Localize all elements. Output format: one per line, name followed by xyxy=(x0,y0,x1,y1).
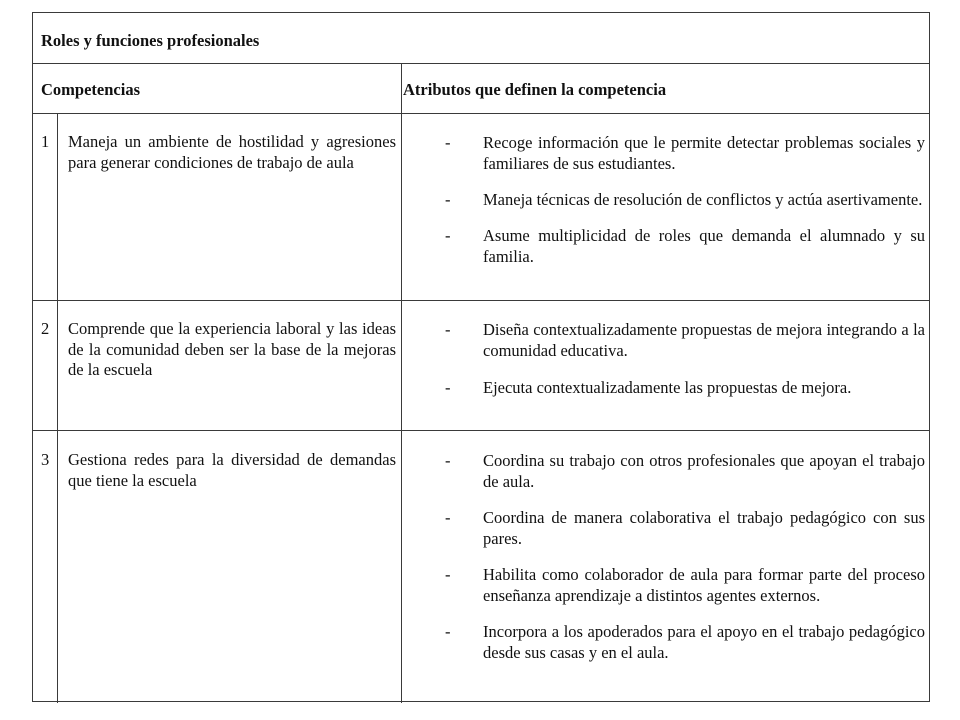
attribute-text: Diseña contextualizadamente propuestas de mejora integrando a la comunidad educativa. xyxy=(483,320,925,360)
bullet-dash: - xyxy=(445,378,451,397)
attribute-text: Incorpora a los apoderados para el apoyo en el trabajo pedagógico desde sus casas y en el aula. xyxy=(483,622,925,662)
competence-text: Comprende que la experiencia laboral y las ideas de la comunidad deben ser la base de la mejoras de la escuela xyxy=(68,319,396,379)
attribute-text: Recoge información que le permite detectar problemas sociales y familiares de sus estudiantes. xyxy=(483,133,925,173)
attribute-text: Habilita como colaborador de aula para formar parte del proceso enseñanza aprendizaje a distintos agentes externos. xyxy=(483,565,925,605)
table-divider xyxy=(33,430,929,431)
list-item xyxy=(413,132,925,174)
attribute-text: Ejecuta contextualizadamente las propuestas de mejora. xyxy=(483,378,852,397)
column-header-competencias: Competencias xyxy=(41,80,140,99)
table-divider xyxy=(33,113,929,114)
bullet-dash: - xyxy=(445,622,451,641)
list-item xyxy=(413,564,925,606)
attribute-list xyxy=(413,319,925,414)
attribute-text: Maneja técnicas de resolución de conflictos y actúa asertivamente. xyxy=(483,190,923,209)
bullet-dash: - xyxy=(445,133,451,152)
list-item xyxy=(413,377,925,398)
table-divider xyxy=(33,63,929,64)
column-header-atributos: Atributos que definen la competencia xyxy=(403,80,667,99)
row-number: 3 xyxy=(41,450,50,469)
bullet-dash: - xyxy=(445,451,451,470)
attribute-list xyxy=(413,450,925,678)
column-divider xyxy=(57,113,58,703)
list-item xyxy=(413,450,925,492)
bullet-dash: - xyxy=(445,320,451,339)
column-divider xyxy=(401,63,402,703)
table-divider xyxy=(33,300,929,301)
attribute-text: Coordina de manera colaborativa el trabajo pedagógico con sus pares. xyxy=(483,508,925,548)
list-item xyxy=(413,225,925,267)
bullet-dash: - xyxy=(445,508,451,527)
competence-text: Gestiona redes para la diversidad de demandas que tiene la escuela xyxy=(68,450,396,490)
list-item xyxy=(413,319,925,361)
attribute-text: Coordina su trabajo con otros profesionales que apoyan el trabajo de aula. xyxy=(483,451,925,491)
list-item xyxy=(413,507,925,549)
row-number: 2 xyxy=(41,319,50,338)
attribute-text: Asume multiplicidad de roles que demanda el alumnado y su familia. xyxy=(483,226,925,266)
bullet-dash: - xyxy=(445,190,451,209)
list-item xyxy=(413,189,925,210)
competence-text: Maneja un ambiente de hostilidad y agresiones para generar condiciones de trabajo de aula xyxy=(68,132,396,172)
competencies-table xyxy=(32,12,930,702)
row-number: 1 xyxy=(41,132,50,151)
attribute-list xyxy=(413,132,925,282)
bullet-dash: - xyxy=(445,226,451,245)
bullet-dash: - xyxy=(445,565,451,584)
list-item xyxy=(413,621,925,663)
table-title: Roles y funciones profesionales xyxy=(41,31,260,50)
